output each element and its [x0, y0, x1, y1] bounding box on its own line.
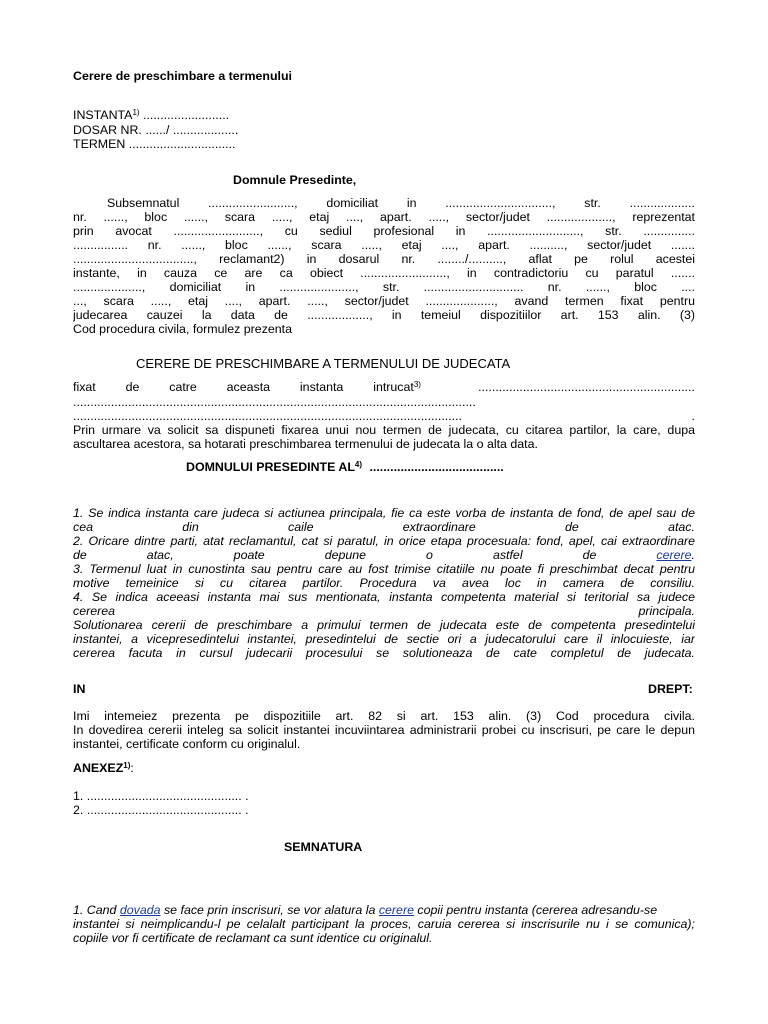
fixat-text: fixat de catre aceasta instanta intrucat$^{3)}$	[73, 380, 421, 394]
drept-line-1: Imi intemeiez prezenta pe dispozitiile art. 82 si art. 153 alin. (3) Cod procedura civila.	[73, 709, 695, 723]
termen-line	[73, 137, 236, 151]
intro-line-6: instante, in cauza ce are ca obiect ........................., in contradictoriu cu paratul .......	[73, 266, 695, 280]
instanta-line	[73, 108, 229, 122]
footnote-dovada-link[interactable]: dovada	[119, 903, 161, 917]
note-solutionare-line-3: cererea facuta in cursul judecarii procesului se solutioneaza de cate completul de judecata.	[73, 646, 695, 660]
drept-line-2: In dovedirea cererii inteleg sa solicit instantei incuviintarea administrarii probei cu inscrisuri, pe care le depun	[73, 723, 695, 737]
note-solutionare-line-1: Solutionarea cererii de preschimbare a primului termen de judecata este de competenta presedintelui	[73, 618, 695, 632]
anexez-item-2: 2. ............................................. .	[73, 803, 249, 817]
in-drept-left: IN	[73, 682, 86, 696]
anexez-footnote-ref: 1)	[123, 761, 131, 770]
note-2-line-1: 2. Oricare dintre parti, atat reclamantul, cat si paratul, in orice etapa procesuala: fond, apel, cai extraordinare	[73, 534, 695, 548]
fixat-line	[73, 380, 695, 394]
note-2-cerere-link[interactable]: cerere	[656, 548, 692, 562]
semnatura: SEMNATURA	[284, 840, 363, 854]
dots-line-2-end: .	[691, 409, 695, 423]
intro-line-4: ................ nr. ......, bloc ......, scara ....., etaj ...., apart. .........., sector/judet .......	[73, 238, 695, 252]
anexez-colon: :	[130, 761, 134, 775]
prin-urmare-line-1: Prin urmare va solicit sa dispuneti fixarea unui nou termen de judecata, cu citarea partilor, la care, dupa	[73, 423, 695, 437]
termen-value: ...............................	[128, 137, 236, 151]
domnului-presedinte-line	[186, 460, 504, 474]
in-drept-right: DREPT:	[648, 682, 693, 696]
domnului-dots: .......................................	[369, 460, 504, 474]
intro-line-3: prin avocat ........................., cu sediul profesional in ..........................., str. ...............	[73, 224, 695, 238]
anexez-item-1: 1. ............................................. .	[73, 789, 249, 803]
note-1-line-1: 1. Se indica instanta care judeca si actiunea principala, fie ca este vorba de instanta de fond, de apel sau de	[73, 506, 695, 520]
anexez-line	[73, 761, 134, 775]
note-1-line-2: cea din caile extraordinare de atac.	[73, 520, 695, 534]
dots-line-2	[73, 409, 695, 423]
note-2-line-2: de atac, poate depune o astfel de cerere.	[73, 548, 695, 562]
cerere-heading: CERERE DE PRESCHIMBARE A TERMENULUI DE JUDECATA	[136, 356, 511, 371]
anexez-label: ANEXEZ	[73, 761, 124, 775]
footnote-line-3: copiile vor fi certificate de reclamant ca sunt identice cu originalul.	[73, 931, 433, 945]
domnului-label: DOMNULUI PRESEDINTE AL	[186, 460, 355, 474]
footnote-line-1: 1. Cand dovada se face prin inscrisuri, se vor alatura la cerere copii pentru instanta (cererea adresandu-se	[73, 903, 658, 917]
instanta-value: .........................	[143, 108, 230, 122]
prin-urmare-line-2: ascultarea acestora, sa hotarati preschimbarea termenului de judecata la o alta data.	[73, 437, 538, 451]
footnote-cerere-link[interactable]: cerere	[378, 903, 414, 917]
dosar-value: ....../ ...................	[145, 123, 239, 137]
domnului-footnote-ref: 4)	[354, 460, 363, 469]
intro-line-5: ..................................., reclamant2) in dosarul nr. ......../.........., aflat pe rolul acestei	[73, 252, 695, 266]
fixat-footnote-ref: 3)	[413, 380, 421, 389]
intro-line-9: judecarea cauzei la data de .................., in temeiul dispozitiilor art. 153 alin. (3)	[73, 308, 695, 322]
salutation: Domnule Presedinte,	[233, 173, 357, 187]
footnote-line-2: instantei si neimplicandu-l pe celalalt participant la proces, caruia cererea si inscrisurile nu i se comunica);	[73, 917, 695, 931]
intro-line-1: Subsemnatul ........................., domiciliat in ..............................., str. ...................	[107, 196, 695, 210]
note-4-line-2: cererea principala.	[73, 604, 695, 618]
intro-line-10: Cod procedura civila, formulez prezenta	[73, 322, 293, 336]
dots-line-2-dots: .................................................................................................................	[73, 409, 463, 423]
dots-line-1: .....................................................................................................................	[73, 395, 476, 409]
drept-line-3: instantei, certificate conform cu originalul.	[73, 737, 301, 751]
note-4-line-1: 4. Se indica aceeasi instanta mai sus mentionata, instanta competenta material si teritorial sa judece	[73, 590, 695, 604]
intro-line-8: ..., scara ....., etaj ...., apart. ....., sector/judet ...................., avand termen fixat pentru	[73, 294, 695, 308]
fixat-dots: ...............................................................	[478, 380, 695, 394]
instanta-footnote-ref: 1)	[132, 108, 140, 117]
document-title: Cerere de preschimbare a termenului	[73, 69, 292, 83]
note-solutionare-line-2: instantei, a vicepresedintelui instantei, presedintelui de sectie ori a judecatorului care il inlocuieste, iar	[73, 632, 695, 646]
dosar-line	[73, 123, 238, 137]
instanta-label: INSTANTA	[73, 108, 133, 122]
intro-line-7: ...................., domiciliat in ......................, str. ............................. nr. ......, bloc ....	[73, 280, 695, 294]
note-3-line-1: 3. Termenul luat in cunostinta sau pentru care au fost trimise citatiile nu poate fi preschimbat decat pentru	[73, 562, 695, 576]
termen-label: TERMEN	[73, 137, 126, 151]
intro-line-2: nr. ......, bloc ......, scara ....., etaj ...., apart. ....., sector/judet ..................., reprezentat	[73, 210, 695, 224]
note-3-line-2: motive temeinice si cu citarea partilor. Procedura va avea loc in camera de consiliu.	[73, 576, 695, 590]
dosar-label: DOSAR NR.	[73, 123, 142, 137]
